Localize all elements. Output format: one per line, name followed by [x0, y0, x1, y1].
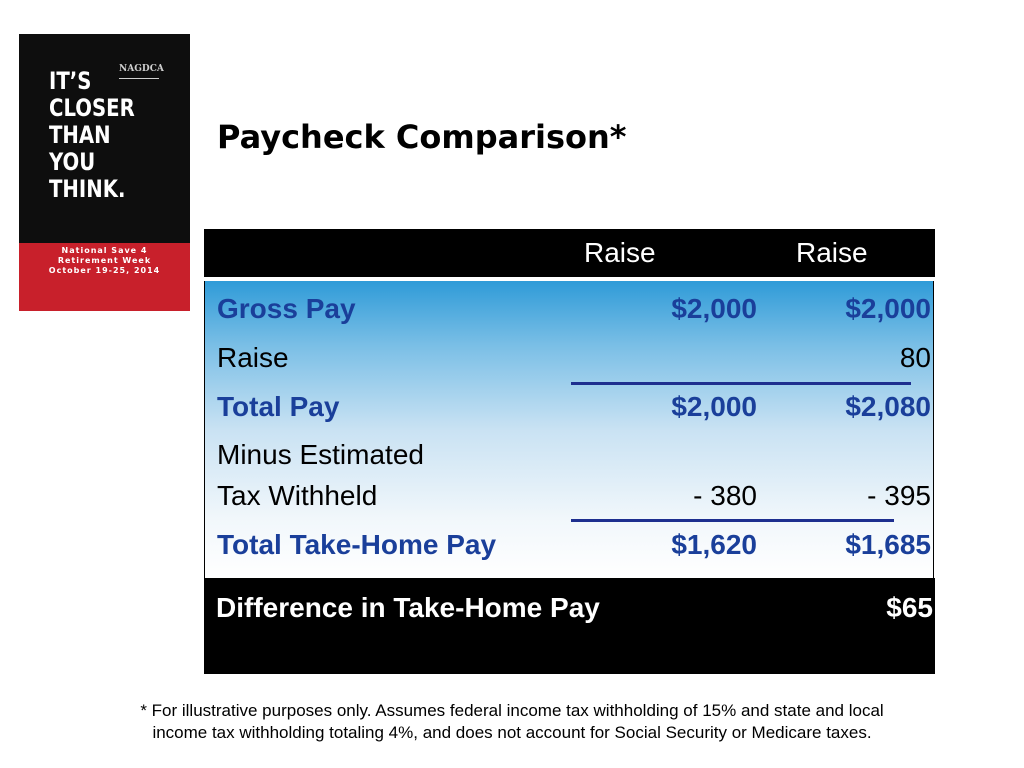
table-body	[204, 281, 934, 578]
logo-headline-line: YOU	[49, 148, 96, 176]
difference-value: $65	[886, 592, 933, 623]
row-value-tax-withheld-1: - 380	[693, 480, 757, 511]
difference-row	[204, 578, 935, 674]
row-label-gross-pay: Gross Pay	[217, 293, 356, 324]
nagdca-logo-mark: NAGDCA	[119, 64, 159, 79]
row-value-raise-2: 80	[899, 342, 931, 373]
row-value-total-pay-2: $2,080	[845, 391, 931, 422]
logo-headline	[49, 68, 156, 203]
row-value-total-pay-1: $2,000	[671, 391, 757, 422]
footnote	[40, 700, 984, 744]
row-label-total-pay: Total Pay	[217, 391, 340, 422]
page-title: Paycheck Comparison*	[217, 118, 627, 156]
logo-headline-line: THINK.	[49, 175, 126, 203]
logo-headline-line: THAN	[49, 121, 111, 149]
table-header	[204, 229, 935, 277]
logo-headline-line: IT’S	[49, 67, 92, 95]
logo-event-band	[19, 243, 190, 311]
difference-label: Difference in Take-Home Pay	[216, 592, 600, 623]
subtotal-rule	[571, 519, 894, 522]
logo-headline-line: CLOSER	[49, 94, 135, 122]
campaign-logo	[19, 34, 190, 277]
column-header-1: Raise	[584, 237, 656, 268]
subtotal-rule	[571, 382, 911, 385]
row-label-tax-withheld: Tax Withheld	[217, 480, 378, 511]
row-label-total-take-home-pay: Total Take-Home Pay	[217, 529, 497, 560]
column-header-2: Raise	[796, 237, 868, 268]
footnote-line: * For illustrative purposes only. Assumes federal income tax withholding of 15% and state and local	[140, 701, 884, 720]
row-value-take-home-2: $1,685	[845, 529, 931, 560]
footnote-line: income tax withholding totaling 4%, and does not account for Social Security or Medicare taxes.	[152, 723, 872, 742]
logo-band-line: National Save 4	[61, 246, 148, 255]
row-value-gross-pay-2: $2,000	[845, 293, 931, 324]
row-value-tax-withheld-2: - 395	[867, 480, 931, 511]
row-value-gross-pay-1: $2,000	[671, 293, 757, 324]
logo-band-line: October 19-25, 2014	[48, 266, 161, 275]
logo-band-line: Retirement Week	[57, 256, 152, 265]
row-value-take-home-1: $1,620	[671, 529, 757, 560]
row-label-minus-estimated: Minus Estimated	[217, 439, 424, 470]
row-label-raise: Raise	[217, 342, 289, 373]
